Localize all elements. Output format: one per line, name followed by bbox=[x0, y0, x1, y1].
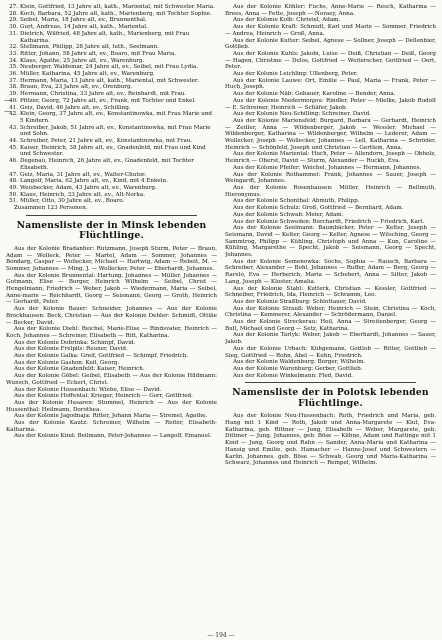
section-title-polotsk: Namensliste der in Polotsk lebenden Flüchtlinge. bbox=[232, 387, 429, 409]
colony-paragraph: Aus der Kolonie Kind: Beilmann, Peter-Johannes — Langolf, Emanuel. bbox=[14, 433, 212, 440]
entry-text: Müller, Katharina, 45 Jahre alt, ev., Warenburg. bbox=[20, 71, 155, 78]
colony-paragraph: Aus der Kolonie Semenowka: Sochs, Sophia — Rausch, Barbara — Schreiber, Alexander — Bohl, Johannes — Ruffer, Adam — Berg, Georg — Rarelo, Eva — Herberich, Maria — Schebert, Anna — Sitter, Jakob — Lang, Joseph — Kloster, Amalia. bbox=[225, 258, 436, 285]
colony-paragraph: Aus der Kolonie Mariensfeld: Burgard, Barbara — Gerhardt, Heinrich — Zeitler, Anna — Wildenberger, Jakob — Wessler, Michael — Wildenberger, Katharina — Wildenberger, Wilhelm — Lederer, Adam — Wollecker, Joseph — Wollecker, Johannes — Lell, Katharina — Schröder, Heinrich — Schönfeld, Joseph und Christian — Gertlein, Anna. bbox=[225, 117, 436, 151]
colony-paragraph: Aus der Kolonie Dobrinka: Schimpf, David. bbox=[14, 339, 136, 346]
colony-paragraph: Aus der Kolonie Urbach: Kühgemann, Gottlob — Ritter, Gottlieb — Sieg, Gottfried — Rohn, Abel — Kuhn, Friedrich. bbox=[225, 345, 436, 359]
entry-number: 30. bbox=[9, 24, 18, 31]
list-item bbox=[6, 78, 217, 85]
colony-paragraph: Aus der Kolonie Diehl: Reichel, Marie-Elise — Rindsvater, Heinrich — Koch, Johannes — Schreiner, Elisabeth — Ritt, Katharina. bbox=[6, 326, 217, 339]
list-item bbox=[6, 17, 217, 24]
entry-number: 35. bbox=[9, 64, 18, 71]
entry-number: 37. bbox=[9, 77, 18, 84]
colony-list-continued bbox=[225, 4, 436, 379]
colony-paragraph: Aus der Kolonie Stahl: Kutterk, Christian — Kessler, Gottfried — Schneiber, Friedrich, Ida, Heinrich — Schramm, Leo. bbox=[225, 285, 436, 299]
entry-number: 31. bbox=[9, 30, 18, 37]
list-item bbox=[6, 31, 217, 44]
entry-number: 46. bbox=[9, 158, 18, 165]
left-column bbox=[6, 4, 217, 640]
colony-paragraph: Aus der Kolonie Husaren: Stummel, Heinrich — Aus der Kolonie Hussenthal: Heilmann, Dorothea. bbox=[6, 399, 217, 413]
colony-paragraph: Aus der Kolonie Jagodnaja: Ritter, Johann Maria — Stremel, Agathe. bbox=[14, 413, 208, 420]
entry-text: Schreiber, Peter, 21 Jahre alt, ev., Konstantinowka, mit Frau. bbox=[20, 138, 193, 145]
entry-number: 33. bbox=[9, 50, 18, 57]
colony-paragraph: Aus der Kolonie Galka: Greif, Gottfried — Schimpf, Friedrich. bbox=[14, 353, 189, 360]
colony-paragraph: Aus der Kolonie Pfeifer: Weichel, Johannes — Hermann, Johannes. bbox=[233, 164, 422, 171]
entry-text: Kaiser, Heinrich, 38 Jahre alt, ev., Gnadenfeld, mit Frau und Kind und Schwester. bbox=[20, 144, 206, 158]
colony-paragraph: Aus der Kolonie Hoffental: Krieger, Heinrich — Gorr, Gottfried. bbox=[14, 393, 193, 400]
list-total: Zusammen 123 Personen. bbox=[14, 205, 88, 212]
entry-text: Klaus, Heinrich, 33 Jahre alt, ev., Alt-Norka. bbox=[20, 191, 145, 198]
entry-number: 47. bbox=[9, 171, 18, 178]
list-item bbox=[6, 138, 217, 145]
colony-paragraph: Aus der Kolonie Schonthal: Abmuth, Philipp. bbox=[233, 198, 360, 205]
entry-number: 49. bbox=[9, 184, 18, 191]
colony-paragraph: Aus der Kolonie Warenburg: Gerber, Gottlieb. bbox=[233, 365, 363, 372]
entry-number: 32. bbox=[9, 44, 18, 51]
list-item bbox=[6, 178, 217, 185]
colony-paragraph: Aus der Kolonie Neu-Hussenbach: Roth, Friedrich und Maria, geb. Hang mit 1 Kind — Roth, Jakob und Anna-Margarete — Klut, Eva-Katharina, geb. Rittner — Jung, Elisabeth — Weber, Margarete, geb. Dittmer — Jung, Johannes, geb. Böse — Kühne, Adam und Rattinge mit 1 Kind — Jung, Georg und Rahn — Sander, Anna-Maria und Katharina — Hansig und Emilie, geb. Hamacher — Hanns-Josef und Schwestern — Karlin, Johannes, geb. Böse — Schwab, Georg und Maria-Katharina — Schwarz, Johannes und Heinrich — Rempel, Wilhelm. bbox=[225, 413, 436, 467]
colony-paragraph: Aus der Kolonie Frelpils: Reuner, David. bbox=[14, 346, 128, 353]
section-divider bbox=[245, 382, 416, 383]
colony-paragraph: Aus der Kolonie Gashon: Keil, Georg. bbox=[14, 359, 120, 366]
colony-paragraph: Aus der Kolonie Bradanher: Rutzmann, Joseph Sturm, Peter — Braun, Adam — Wolleck, Peter — Martel, Adam — Sommer, Johannes — Bondarg, Caspar — Wollecker, Michael — Hartwig, Adam — Rebelt, M. — Sommer, Johannes — Ming, J. — Wollecker, Peter — Eberhardt, Johannes. bbox=[6, 245, 217, 272]
entry-number: 39. bbox=[9, 91, 18, 98]
section-title-minsk: Namensliste der in Minsk lebenden Flüchtlinge. bbox=[16, 219, 207, 242]
entry-number: 41. bbox=[9, 104, 18, 111]
list-item bbox=[6, 44, 217, 51]
colony-paragraph: Aus der Kolonie Streckerau: Heil, Anna — Streitenberger, Georg — Bull, Michael und Georg — Setz, Katharina. bbox=[225, 319, 436, 332]
list-item bbox=[6, 91, 217, 98]
colony-paragraph: Aus der Kolonie Kraft: Schmidt, Karl und Marie — Sommer, Friedrich — Andrea, Heinrich — Groß, Anna. bbox=[225, 24, 436, 37]
list-item bbox=[6, 71, 217, 78]
list-item bbox=[6, 84, 217, 91]
entry-number: 43. bbox=[9, 124, 18, 131]
entry-text: Klaus, Agathe, 25 Jahre alt, ev., Warenburg. bbox=[20, 57, 145, 64]
entry-number: 40. bbox=[9, 97, 18, 104]
colony-paragraph: Aus der Kolonie Tarlyk: Weber, Jakob — Eberhardt, Johannes — Sauer, Jakob. bbox=[225, 332, 436, 346]
entry-text: Dietrich, Wilfried, 48 Jahre alt, kath., Marienberg, mit Frau Katharina. bbox=[20, 30, 190, 44]
colony-paragraph: Aus der Kolonie Neu-Schilling: Schreiner, David. bbox=[233, 111, 371, 118]
minsk-colony-list bbox=[6, 246, 217, 440]
entry-number: 29. bbox=[9, 17, 18, 24]
polotsk-colony-list bbox=[225, 413, 436, 467]
colony-paragraph: Aus der Kolonie Kautz: Schreiner, Wilhelm — Reiter, Elisabeth-Katharina. bbox=[6, 420, 217, 433]
entry-number: 48. bbox=[9, 178, 18, 185]
list-item bbox=[6, 125, 217, 138]
list-item bbox=[6, 64, 217, 71]
colony-paragraph: Aus der Kolonie Hussenbach: Wiebe, Elise — David. bbox=[14, 386, 162, 393]
colony-paragraph: Aus der Kolonie Göbel: Geibel, Elisabeth — Aus der Kolonie Hildmann: Wunsch, Gottfried — Eckert, Christ. bbox=[6, 373, 217, 386]
section-divider bbox=[26, 215, 197, 216]
entry-text: Gurt, Andreas, 14 Jahre alt, kath., Mariental. bbox=[20, 24, 148, 31]
entry-text: Schreiber, Jakob, 51 Jahre alt, ev., Konstantinowka, mit Frau Marie und Sohn. bbox=[20, 124, 211, 138]
entry-text: Klein, Georg, 37 Jahre alt, ev., Konstantinowka, mit Frau Marie und 5 Kindern. bbox=[20, 111, 213, 124]
list-item bbox=[6, 58, 217, 65]
entry-number: 45. bbox=[9, 144, 18, 151]
list-item bbox=[6, 145, 217, 158]
page-number: — 194 — bbox=[207, 632, 235, 639]
colony-paragraph: Aus der Kolonie Seelmann: Baumbäcker, Peter — Kelter, Joseph — Seismann, David — Kelter, Georg — Kelter, Agnese — Wilsching, Georg — Sammtrog, Philipp — Kühling, Christoph und Anna — Kun, Caroline — Kühling, Margarethe — Specht, Jakob — Seismann, Georg — Specht, Johannes. bbox=[225, 225, 436, 259]
colony-paragraph: Aus der Kolonie Rothammel: Frank, Johannes — Sauer, Joseph — Weingardt, Johannes. bbox=[225, 171, 436, 185]
colony-paragraph: Aus der Kolonie Waldenburg: Borger, Wilhelm. bbox=[233, 359, 366, 366]
entry-text: Neuberger, Waldemar, 24 Jahre alt, ev., Seibel, mit Frau Lydia. bbox=[20, 64, 199, 71]
entry-text: Ritter, Johann, 58 Jahre alt, ev., Boaro, mit Frau Maria. bbox=[20, 50, 177, 57]
entry-text: Koch, Barbara, 52 Jahre alt, kath., Marienberg, mit Tochter Sophie. bbox=[20, 10, 212, 17]
list-item bbox=[6, 111, 217, 124]
colony-paragraph: Aus der Kolonie Brunnental: Hartung, Johannes — Müller, Johannes — Gutmann, Elise — Borger, Heinrich Wilhelm — Seibel, Christ — Hengelmann, Friedrich — Weber, Jakob — Wiedermann, Maria — Seibel, Anne-marie — Reichhardt, Georg — Seismann, Georg — Groth, Heinrich — Gerhardt, Peter. bbox=[6, 272, 217, 306]
list-item bbox=[6, 158, 217, 171]
entry-number: 36. bbox=[9, 71, 18, 78]
list-item bbox=[6, 105, 217, 112]
entry-number: 27. bbox=[9, 4, 18, 10]
right-column bbox=[225, 4, 436, 640]
entry-text: Geiz, Maria, 31 Jahre alt, ev., Walter-Chutor. bbox=[20, 171, 146, 178]
colony-paragraph: Aus der Kolonie Kuhls: Jakobi, Luise — Deiß, Christian — Deiß, Georg — Hagen, Christine — Delos, Gottfried — Weiterscher, Gottfried — Oert, Peter. bbox=[225, 50, 436, 71]
colony-paragraph: Aus der Kolonie Köhler: Fuchs, Anne-Marie — Resch, Katharina — Brees, Anna — Fette, Joseph — Noraey, Anna. bbox=[225, 4, 436, 17]
margin-tick-mark: — bbox=[4, 107, 11, 115]
colony-paragraph: Aus der Kolonie Mariental: Huch, Peter — Allendorn, Joseph — Obholz, Heinrich — Oberst, David — Sturm, Alexander — Ruckh, Eva. bbox=[225, 151, 436, 165]
list-item bbox=[6, 98, 217, 105]
colony-paragraph: Aus der Kolonie Leichling: Ullenberg, Peter. bbox=[233, 71, 358, 78]
entry-text: Seibel, Maria, 18 Jahre alt, ev., Brunnenthal. bbox=[20, 17, 147, 24]
colony-paragraph: Aus der Kolonie Niedermonjou: Rindler, Peter — Mielke, Jakob Rudolf — E. Schreiner, Heinrich — Schäfer, Jakob. bbox=[225, 97, 436, 111]
entry-text: Braun, Eva, 23 Jahre alt, ev., Orenburg. bbox=[20, 84, 133, 91]
entry-text: Pfitzer, Georg, 72 Jahre alt, ev., Frank, mit Tochter und Enkel. bbox=[20, 97, 196, 104]
list-item bbox=[6, 24, 217, 31]
entry-number: 51. bbox=[9, 198, 18, 205]
numbered-list bbox=[6, 4, 217, 205]
list-item bbox=[6, 192, 217, 199]
list-item bbox=[6, 51, 217, 58]
list-item bbox=[6, 185, 217, 192]
list-item bbox=[6, 198, 217, 205]
list-item bbox=[6, 11, 217, 18]
entry-number: 38. bbox=[9, 84, 18, 91]
colony-paragraph: Aus der Kolonie Näb: Gebauer, Karoline — Bender, Anna. bbox=[233, 91, 396, 98]
colony-paragraph: Aus der Kolonie Straßburg: Schlottauer, David. bbox=[233, 298, 367, 305]
entry-number: 42. bbox=[9, 111, 18, 118]
entry-text: Weisbecker, Adam, 43 Jahre alt, ev., Warenburg. bbox=[20, 184, 157, 191]
entry-text: Langolf, Maria, 62 Jahre alt, ev., Kind, mit 4 Enkeln. bbox=[20, 178, 168, 185]
entry-text: Hermann, Christina, 33 Jahre alt, ev., Reinhardt, mit Frau. bbox=[20, 91, 187, 98]
list-item bbox=[6, 172, 217, 179]
colony-paragraph: Aus der Kolonie Schulz: Groß, Gottfried — Bernhard, Adam. bbox=[233, 205, 404, 212]
colony-paragraph: Aus der Kolonie Lauwe: Ort, Emilie — Paul, Maria — Frank, Peter — Huch, Joseph. bbox=[225, 77, 436, 91]
colony-paragraph: Aus der Kolonie Bauer: Schneider, Johannes — Aus der Kolonie Brockhausen: Beck, Christian — Aus der Kolonie Dehler: Schmidt, Ottilie — Becker, David. bbox=[6, 306, 217, 326]
entry-text: Klein, Gottfried, 13 Jahre alt, kath., Mariental, mit Schwester Maria. bbox=[20, 4, 215, 10]
entry-number: 44. bbox=[9, 138, 18, 145]
entry-text: Müller, Otto, 30 Jahre alt, ev., Boaro. bbox=[20, 198, 125, 205]
list-item bbox=[6, 4, 217, 11]
colony-paragraph: Aus der Kolonie Rosenhausen: Müller, Heinrich — Bellmuth, Hieronymus. bbox=[225, 184, 436, 198]
colony-paragraph: Aus der Kolonie Strauß: Weber, Heinrich — Stein, Christina — Koch, Christina — Kemmerer, Alexander — Schrödermann, Daniel. bbox=[225, 305, 436, 319]
entry-text: Stellmann, Philipp, 28 Jahre alt, luth., Seelmann. bbox=[20, 44, 160, 51]
entry-text: Degenau, Heinrich, 26 Jahre alt, ev., Gnadenfeld, mit Tochter Elisabeth. bbox=[20, 158, 194, 171]
margin-tick-mark: — bbox=[4, 96, 11, 104]
colony-paragraph: Aus der Kolonie Gnadenfeld: Kaiser, Heinrich. bbox=[14, 366, 145, 373]
colony-paragraph: Aus der Kolonie Schweden: Borchardt, Friedrich — Friedrich, Karl. bbox=[233, 218, 425, 225]
colony-paragraph: Aus der Kolonie Winkelmann: Fled, David. bbox=[233, 372, 353, 379]
entry-number: 34. bbox=[9, 57, 18, 64]
entry-text: Hermann, Maria, 13 Jahre alt, kath., Mariental, mit Schwester. bbox=[20, 77, 199, 84]
entry-text: Geiz, David, 46 Jahre alt, ev., Schilling. bbox=[20, 104, 131, 111]
colony-paragraph: Aus der Kolonie Kutter: Seibel, Agnese — Sollner, Joseph — Dellenbier, Gottlieb. bbox=[225, 37, 436, 51]
colony-paragraph: Aus der Kolonie Kolb: Christel, Adam. bbox=[233, 17, 341, 24]
entry-number: 50. bbox=[9, 191, 18, 198]
entry-number: 28. bbox=[9, 10, 18, 17]
colony-paragraph: Aus der Kolonie Schwab: Meier, Adam. bbox=[233, 211, 344, 218]
